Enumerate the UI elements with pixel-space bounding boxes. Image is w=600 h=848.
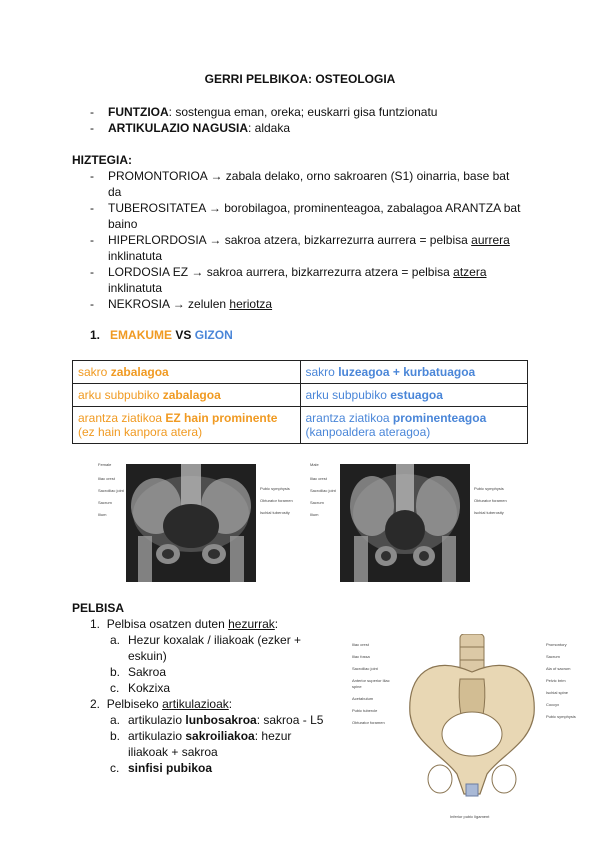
list-item: c. Kokzixa bbox=[110, 681, 171, 695]
table-row bbox=[73, 407, 528, 444]
intro-item: - FUNTZIOA: sostengua eman, oreka; euskarri gisa funtzionatu bbox=[90, 105, 438, 119]
male-cell: sakro luzeagoa + kurbatuagoa bbox=[300, 361, 528, 384]
list-item: 2. Pelbiseko artikulazioak: bbox=[90, 697, 233, 711]
list-item: a. artikulazio lunbosakroa: sakroa - L5 bbox=[110, 713, 324, 727]
section-number: 1. bbox=[90, 328, 101, 342]
pelvis-heading: PELBISA bbox=[72, 601, 125, 615]
anatomy-bottom-label: Inferior pubic ligament bbox=[450, 814, 490, 819]
pelvis-drawing bbox=[402, 634, 542, 814]
figure-label: Female bbox=[98, 462, 112, 467]
female-cell: sakro zabalagoa bbox=[73, 361, 301, 384]
pelvis-anatomy-figure bbox=[352, 634, 592, 822]
intro-list bbox=[90, 104, 548, 136]
list-item: c. sinfisi pubikoa bbox=[110, 761, 213, 775]
female-xray-figure bbox=[96, 462, 304, 584]
vs-label: VS bbox=[175, 328, 192, 342]
glossary-item: - HIPERLORDOSIA → sakroa atzera, bizkarrezurra aurrera = pelbisa aurrera inklinatuta bbox=[90, 233, 510, 263]
page-title: GERRI PELBIKOA: OSTEOLOGIA bbox=[204, 72, 396, 86]
female-cell: arantza ziatikoa EZ hain prominente (ez hain kanpora atera) bbox=[73, 407, 301, 444]
female-xray-image bbox=[126, 464, 256, 582]
anatomy-labels-left: Iliac crest Iliac fossa Sacroiliac joint Anterior superior iliac spine Acetabulum Pubic tubercle Obturator foramen bbox=[352, 642, 390, 725]
glossary-item: - TUBEROSITATEA → borobilagoa, prominenteagoa, zabalagoa ARANTZA bat baino bbox=[90, 201, 521, 231]
glossary-list bbox=[90, 168, 528, 312]
figure-label: Male bbox=[310, 462, 319, 467]
male-annotations-left: Iliac crest Sacroiliac joint Sacrum Ilium bbox=[310, 476, 336, 517]
male-xray-image bbox=[340, 464, 470, 582]
pelvis-list bbox=[90, 616, 360, 776]
intro-item: - ARTIKULAZIO NAGUSIA: aldaka bbox=[90, 121, 291, 135]
glossary-item: - PROMONTORIOA → zabala delako, orno sakroaren (S1) oinarria, base bat da bbox=[90, 169, 510, 199]
female-cell: arku subpubiko zabalagoa bbox=[73, 384, 301, 407]
list-item: b. Sakroa bbox=[110, 665, 167, 679]
section-heading bbox=[90, 328, 233, 342]
glossary-heading: HIZTEGIA: bbox=[72, 153, 132, 167]
male-cell: arantza ziatikoa prominenteagoa (kanpoaldera ateragoa) bbox=[300, 407, 528, 444]
female-label: EMAKUME bbox=[110, 328, 173, 342]
table-row bbox=[73, 384, 528, 407]
male-label: GIZON bbox=[194, 328, 233, 342]
male-cell: arku subpubiko estuagoa bbox=[300, 384, 528, 407]
anatomy-labels-right: Promontory Sacrum Ala of sacrum Pelvic brim Ischial spine Coccyx Pubic symphysis bbox=[546, 642, 576, 719]
glossary-item: - NEKROSIA → zelulen heriotza bbox=[90, 297, 273, 311]
female-annotations-left: Iliac crest Sacroiliac joint Sacrum Ilium bbox=[98, 476, 124, 517]
table-row bbox=[73, 361, 528, 384]
list-item: 1. Pelbisa osatzen duten hezurrak: bbox=[90, 617, 279, 631]
comparison-table bbox=[72, 360, 528, 444]
male-annotations-right: Pubic symphysis Obturator foramen Ischial tuberosity bbox=[474, 486, 507, 515]
list-item: b. artikulazio sakroiliakoa: hezur iliakoak + sakroa bbox=[110, 729, 292, 759]
male-xray-figure bbox=[308, 462, 508, 584]
female-annotations-right: Pubic symphysis Obturator foramen Ischial tuberosity bbox=[260, 486, 293, 515]
list-item: a. Hezur koxalak / iliakoak (ezker + eskuin) bbox=[110, 633, 302, 663]
glossary-item: - LORDOSIA EZ → sakroa aurrera, bizkarrezurra atzera = pelbisa atzera inklinatuta bbox=[90, 265, 487, 295]
